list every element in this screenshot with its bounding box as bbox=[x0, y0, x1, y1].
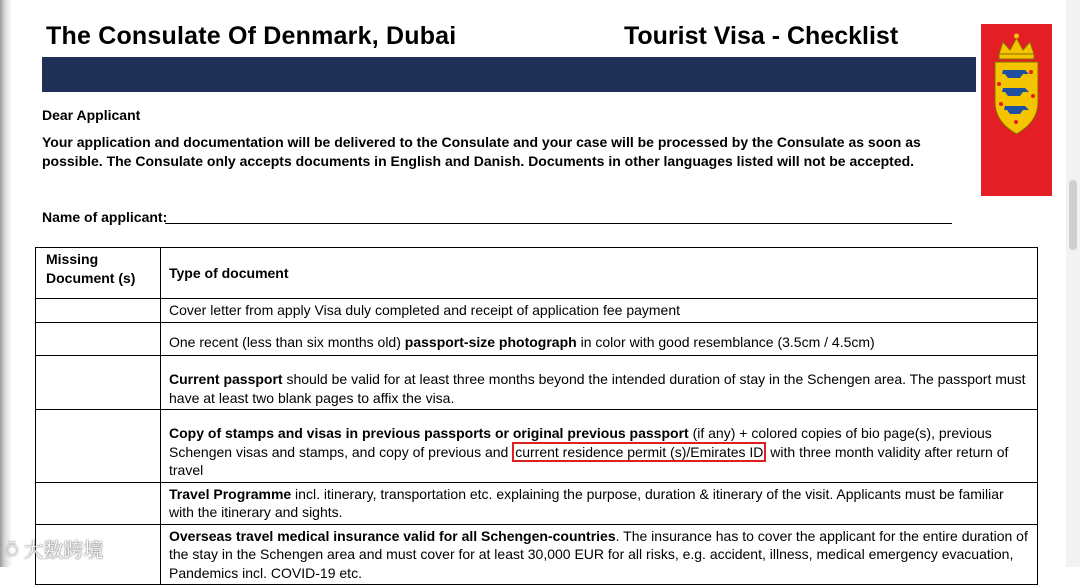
table-row bbox=[36, 410, 1038, 483]
missing-checkbox-cell[interactable] bbox=[36, 482, 161, 524]
document-description: Cover letter from apply Visa duly completed and receipt of application fee payment bbox=[161, 299, 1038, 323]
greeting: Dear Applicant bbox=[42, 107, 141, 123]
scrollbar[interactable] bbox=[1066, 0, 1080, 567]
highlighted-residence-permit: current residence permit (s)/Emirates ID bbox=[512, 442, 766, 462]
document-description: Overseas travel medical insurance valid for all Schengen-countries. The insurance has to cover the applicant for the entire duration of the stay in the Schengen area and must cover for at least 30,000 EUR for all risks, e.g. accident, illness, medical emergency evacuation, Pandemics incl. COVID-19 etc. bbox=[161, 524, 1038, 585]
table-row bbox=[36, 482, 1038, 524]
coat-of-arms-icon bbox=[981, 24, 1052, 196]
missing-checkbox-cell[interactable] bbox=[36, 356, 161, 410]
table-row bbox=[36, 323, 1038, 356]
missing-checkbox-cell[interactable] bbox=[36, 410, 161, 483]
missing-checkbox-cell[interactable] bbox=[36, 299, 161, 323]
document-description: Travel Programme incl. itinerary, transportation etc. explaining the purpose, duration & itinerary of the visit. Applicants must be familiar with the itinerary and sights. bbox=[161, 482, 1038, 524]
scrollbar-thumb[interactable] bbox=[1069, 180, 1077, 250]
missing-document-header: Missing Document (s) bbox=[36, 248, 161, 299]
type-of-document-header: Type of document bbox=[161, 248, 1038, 299]
table-row bbox=[36, 299, 1038, 323]
table-row bbox=[36, 356, 1038, 410]
page-edge-shadow bbox=[0, 0, 12, 567]
table-header-row bbox=[36, 248, 1038, 299]
applicant-name-label: Name of applicant: bbox=[42, 209, 168, 225]
checklist-table bbox=[35, 247, 1038, 585]
document-description: One recent (less than six months old) passport-size photograph in color with good resemblance (3.5cm / 4.5cm) bbox=[161, 323, 1038, 356]
consulate-title: The Consulate Of Denmark, Dubai bbox=[46, 22, 457, 50]
danish-crest bbox=[981, 24, 1052, 196]
header-banner-bar bbox=[42, 57, 976, 92]
watermark-logo: ⍥ 大数跨境 bbox=[6, 540, 104, 562]
intro-paragraph: Your application and documentation will be delivered to the Consulate and your case will be processed by the Consulate as soon as possible. The Consulate only accepts documents in English and Danish. Documents in other languages listed will not be accepted. bbox=[42, 134, 921, 169]
table-row bbox=[36, 524, 1038, 585]
document-description: Current passport should be valid for at least three months beyond the intended duration of stay in the Schengen area. The passport must have at least two blank pages to affix the visa. bbox=[161, 356, 1038, 410]
document-description: Copy of stamps and visas in previous passports or original previous passport (if any) + colored copies of bio page(s), previous Schengen visas and stamps, and copy of previous and current residence permit (s)/Emirates ID with three month validity after return of travel bbox=[161, 410, 1038, 483]
missing-checkbox-cell[interactable] bbox=[36, 323, 161, 356]
applicant-name-line[interactable] bbox=[165, 223, 952, 224]
document-title: Tourist Visa - Checklist bbox=[624, 22, 899, 50]
